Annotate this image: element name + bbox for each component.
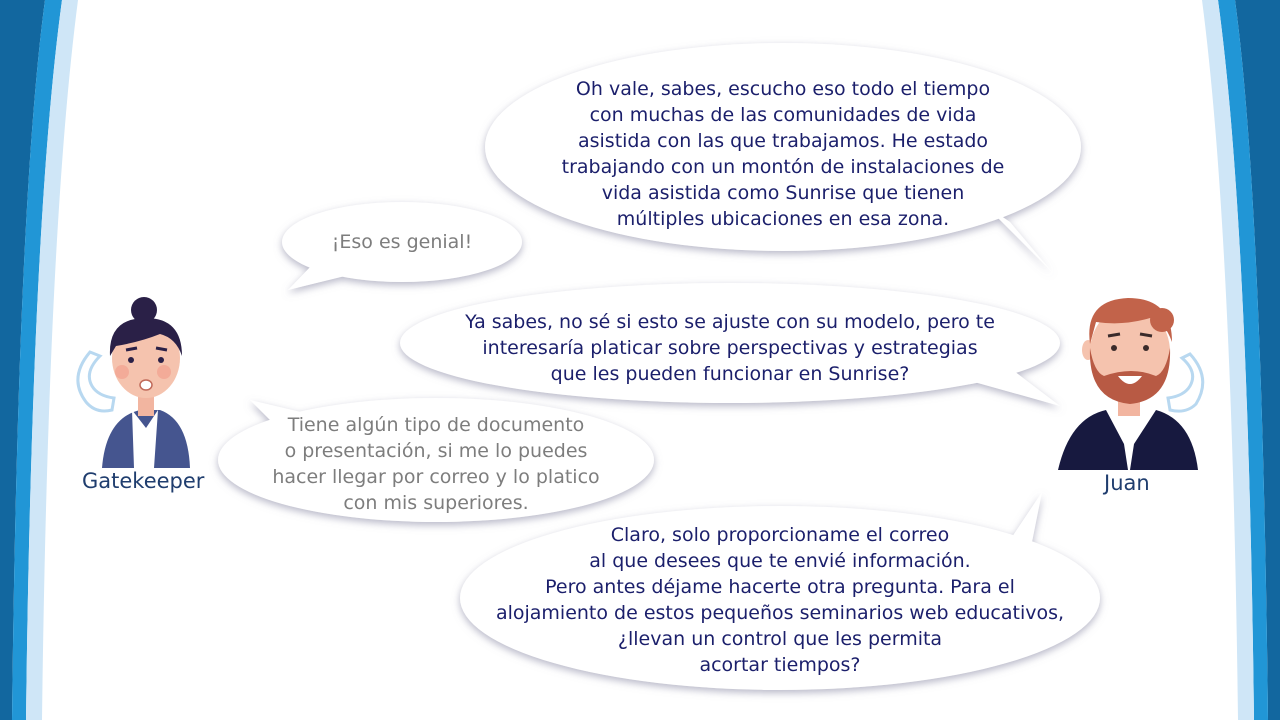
dialogue-line: Pero antes déjame hacerte otra pregunta. Para el — [545, 576, 1015, 598]
dialogue-line: acortar tiempos? — [699, 654, 861, 676]
dialogue-line: múltiples ubicaciones en esa zona. — [616, 208, 950, 230]
dialogue-line: interesaría platicar sobre perspectivas y estrategias — [482, 337, 978, 359]
dialogue-line: trabajando con un montón de instalaciones de — [561, 156, 1005, 178]
phone-icon — [78, 352, 114, 411]
dialogue-line: al que desees que te envié información. — [589, 550, 971, 572]
dialogue-line: con muchas de las comunidades de vida — [589, 104, 977, 126]
juan-avatar — [1058, 298, 1203, 470]
dialogue-line: ¿llevan un control que les permita — [617, 628, 943, 650]
dialogue-line: hacer llegar por correo y lo platico — [272, 466, 600, 488]
dialogue-line: ¡Eso es genial! — [331, 231, 473, 253]
gatekeeper-avatar — [78, 297, 190, 468]
dialogue-line: Tiene algún tipo de documento — [287, 414, 585, 436]
dialogue-line: con mis superiores. — [343, 492, 529, 514]
dialogue-line: vida asistida como Sunrise que tienen — [601, 182, 965, 204]
phone-icon — [1168, 354, 1203, 411]
bubble-juan-2-text — [430, 309, 1030, 387]
bubble-gatekeeper-1-text — [302, 229, 502, 255]
dialogue-line: asistida con las que trabajamos. He estado — [577, 130, 989, 152]
dialogue-line: Oh vale, sabes, escucho eso todo el tiempo — [575, 78, 991, 100]
bubble-gatekeeper-2-text — [240, 412, 632, 516]
dialogue-line: alojamiento de estos pequeños seminarios web educativos, — [495, 602, 1065, 624]
gatekeeper-name-label: Gatekeeper — [82, 469, 205, 493]
dialogue-line: Ya sabes, no sé si esto se ajuste con su modelo, pero te — [465, 311, 995, 333]
bubble-juan-1-text — [530, 76, 1036, 232]
dialogue-line: que les pueden funcionar en Sunrise? — [550, 363, 910, 385]
dialogue-line: o presentación, si me lo puedes — [284, 440, 588, 462]
juan-name-label: Juan — [1104, 471, 1150, 495]
dialogue-line: Claro, solo proporcioname el correo — [610, 524, 950, 546]
bubble-juan-3-text — [480, 522, 1080, 678]
